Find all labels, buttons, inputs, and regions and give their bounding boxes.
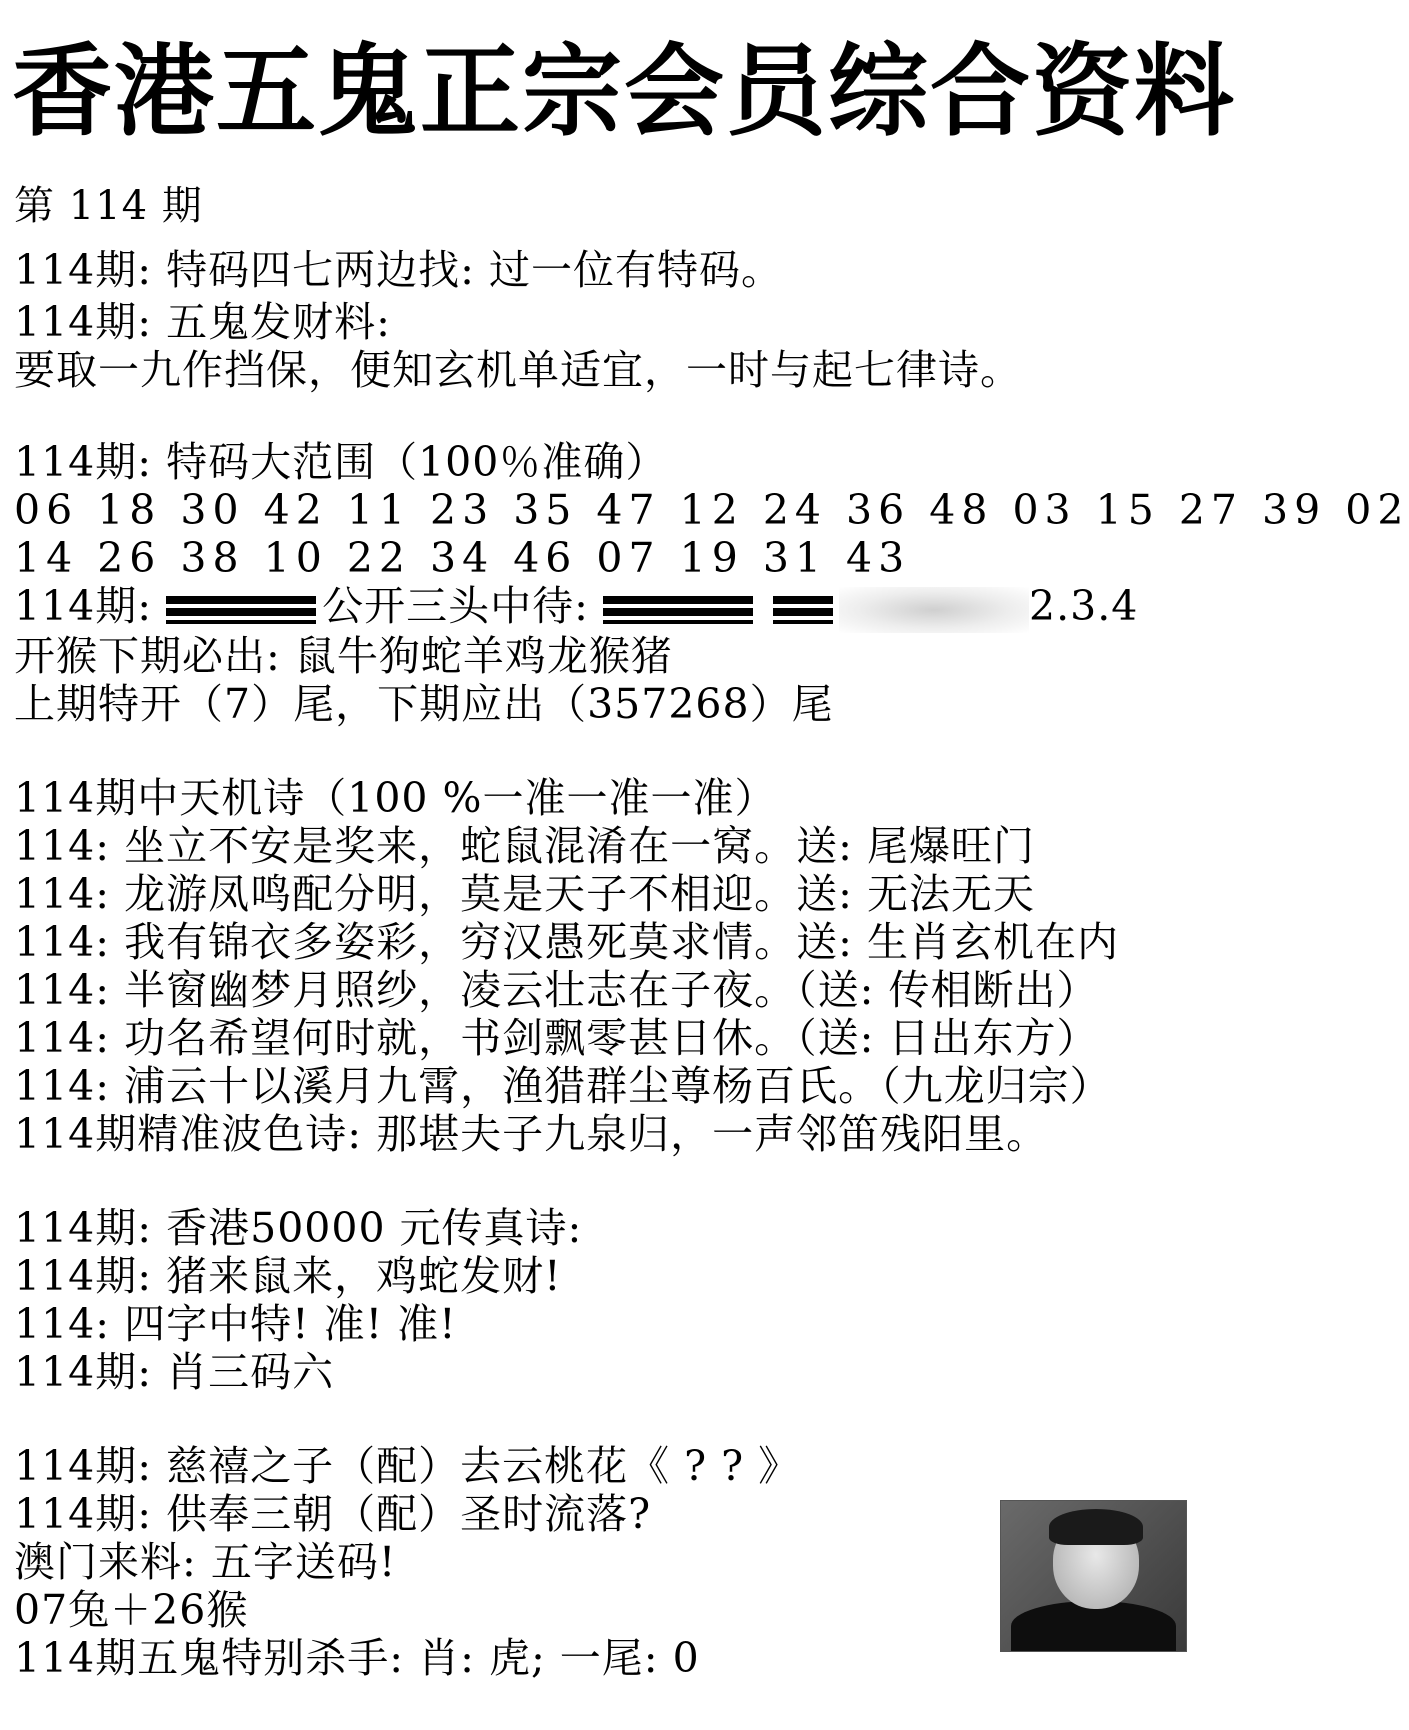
- poem-line-1: 114: 坐立不安是奖来，蛇鼠混淆在一窝。送: 尾爆旺门: [14, 822, 1035, 870]
- text-line-killer-tip: 114期五鬼特别杀手: 肖: 虎; 一尾: 0: [14, 1634, 700, 1682]
- text-line-poem-heading: 114期中天机诗（100 %一准一准一准）: [14, 774, 777, 822]
- text-line-four-chars: 114: 四字中特! 准! 准!: [14, 1300, 457, 1348]
- redacted-block: [166, 596, 316, 624]
- text-line-xiao-san-ma: 114期: 肖三码六: [14, 1348, 335, 1396]
- text-line-poem-verse: 要取一九作挡保，便知玄机单适宜，一时与起七律诗。: [14, 346, 1022, 394]
- redacted-block: [603, 596, 753, 624]
- number-row-2: 14 26 38 10 22 34 46 07 19 31 43: [14, 534, 911, 582]
- three-heads-values: 2.3.4: [1029, 582, 1139, 630]
- poem-line-6: 114: 浦云十以溪月九霄，渔猎群尘尊杨百氏。（九龙归宗）: [14, 1062, 1112, 1110]
- text-line-tail-numbers: 上期特开（7）尾，下期应出（357268）尾: [14, 680, 834, 728]
- text-line-wave-color-poem: 114期精准波色诗: 那堪夫子九泉归，一声邻笛残阳里。: [14, 1110, 1049, 1158]
- stamp-smudge: [839, 587, 1029, 633]
- text-line-special-code: 114期: 特码四七两边找: 过一位有特码。: [14, 246, 783, 294]
- text-line-zodiac-next: 开猴下期必出: 鼠牛狗蛇羊鸡龙猴猪: [14, 632, 673, 680]
- issue-label: 114期:: [14, 582, 153, 630]
- text-line-cixi-son: 114期: 慈禧之子（配）去云桃花《 ? ? 》: [14, 1442, 801, 1490]
- poem-line-4: 114: 半窗幽梦月照纱，凌云壮志在子夜。（送: 传相断出）: [14, 966, 1099, 1014]
- page-title: 香港五鬼正宗会员综合资料: [12, 33, 1236, 150]
- text-line-rabbit-monkey: 07兔＋26猴: [14, 1586, 249, 1634]
- text-line-three-heads: [14, 582, 1139, 633]
- number-row-1: 06 18 30 42 11 23 35 47 12 24 36 48 03 15 27 39 02: [14, 486, 1409, 534]
- three-heads-label: 公开三头中待:: [322, 582, 589, 630]
- issue-header: 第 114 期: [14, 183, 203, 229]
- portrait-hair: [1049, 1509, 1143, 1545]
- text-line-pig-rat: 114期: 猪来鼠来，鸡蛇发财!: [14, 1252, 562, 1300]
- redacted-block: [773, 596, 833, 624]
- poem-line-2: 114: 龙游凤鸣配分明，莫是天子不相迎。送: 无法无天: [14, 870, 1035, 918]
- text-line-macau-source: 澳门来料: 五字送码!: [14, 1538, 397, 1586]
- text-line-three-dynasties: 114期: 供奉三朝（配）圣时流落?: [14, 1490, 652, 1538]
- text-line-fax-poem: 114期: 香港50000 元传真诗:: [14, 1204, 583, 1252]
- portrait-photo: [1000, 1500, 1187, 1652]
- poem-line-3: 114: 我有锦衣多姿彩，穷汉愚死莫求情。送: 生肖玄机在内: [14, 918, 1119, 966]
- poem-line-5: 114: 功名希望何时就，书剑飘零甚日休。（送: 日出东方）: [14, 1014, 1099, 1062]
- text-line-range-heading: 114期: 特码大范围（100％准确）: [14, 438, 668, 486]
- text-line-wugui-fortune: 114期: 五鬼发财料:: [14, 298, 391, 346]
